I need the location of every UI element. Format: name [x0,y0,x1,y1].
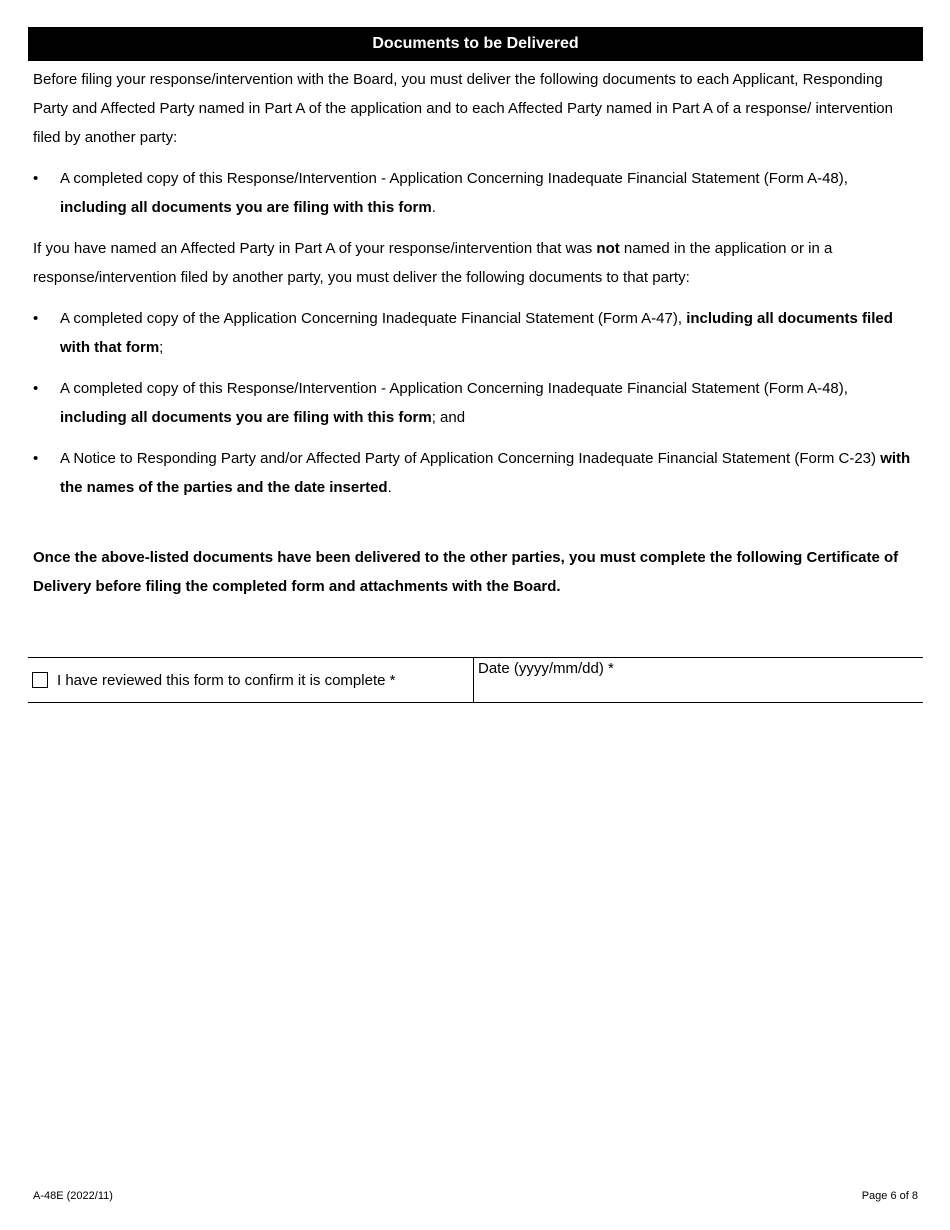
list-item: • A Notice to Responding Party and/or Affected Party of Application Concerning Inadequate Financial Statement (Form C-23) with the names of the parties and the date inserted. [33,444,918,502]
instructions [33,65,918,613]
intro-paragraph: Before filing your response/intervention with the Board, you must deliver the following documents to each Applicant, Responding Party and Affected Party named in Part A of the application and to each Affected Party named in Part A of a response/ intervention filed by another party: [33,71,893,146]
document-list-1 [33,164,918,222]
date-label: Date (yyyy/mm/dd) * [478,660,614,677]
page-number: Page 6 of 8 [861,1190,918,1202]
closing-paragraph: Once the above-listed documents have been delivered to the other parties, you must complete the following Certificate of Delivery before filing the completed form and attachments with the Board. [33,549,899,595]
review-checkbox[interactable] [32,672,48,688]
section-header [28,27,923,61]
list-item: • A completed copy of the Application Concerning Inadequate Financial Statement (Form A-47), including all documents filed with that form; [33,304,918,362]
form-code: A-48E (2022/11) [33,1190,113,1202]
date-field[interactable] [478,680,919,700]
section-title: Documents to be Delivered [372,35,579,52]
date-cell[interactable] [474,658,923,702]
review-checkbox-cell[interactable] [28,658,474,702]
certificate-row [28,657,923,703]
review-checkbox-label: I have reviewed this form to confirm it is complete * [57,671,396,689]
affected-party-paragraph: If you have named an Affected Party in Part A of your response/intervention that was not named in the application or in a response/intervention filed by another party, you must deliver the following documents to that party: [33,240,833,286]
list-item: • A completed copy of this Response/Intervention - Application Concerning Inadequate Financial Statement (Form A-48), including all documents you are filing with this form. [33,164,918,222]
document-list-2 [33,304,918,502]
list-item: • A completed copy of this Response/Intervention - Application Concerning Inadequate Financial Statement (Form A-48), including all documents you are filing with this form; and [33,374,918,432]
